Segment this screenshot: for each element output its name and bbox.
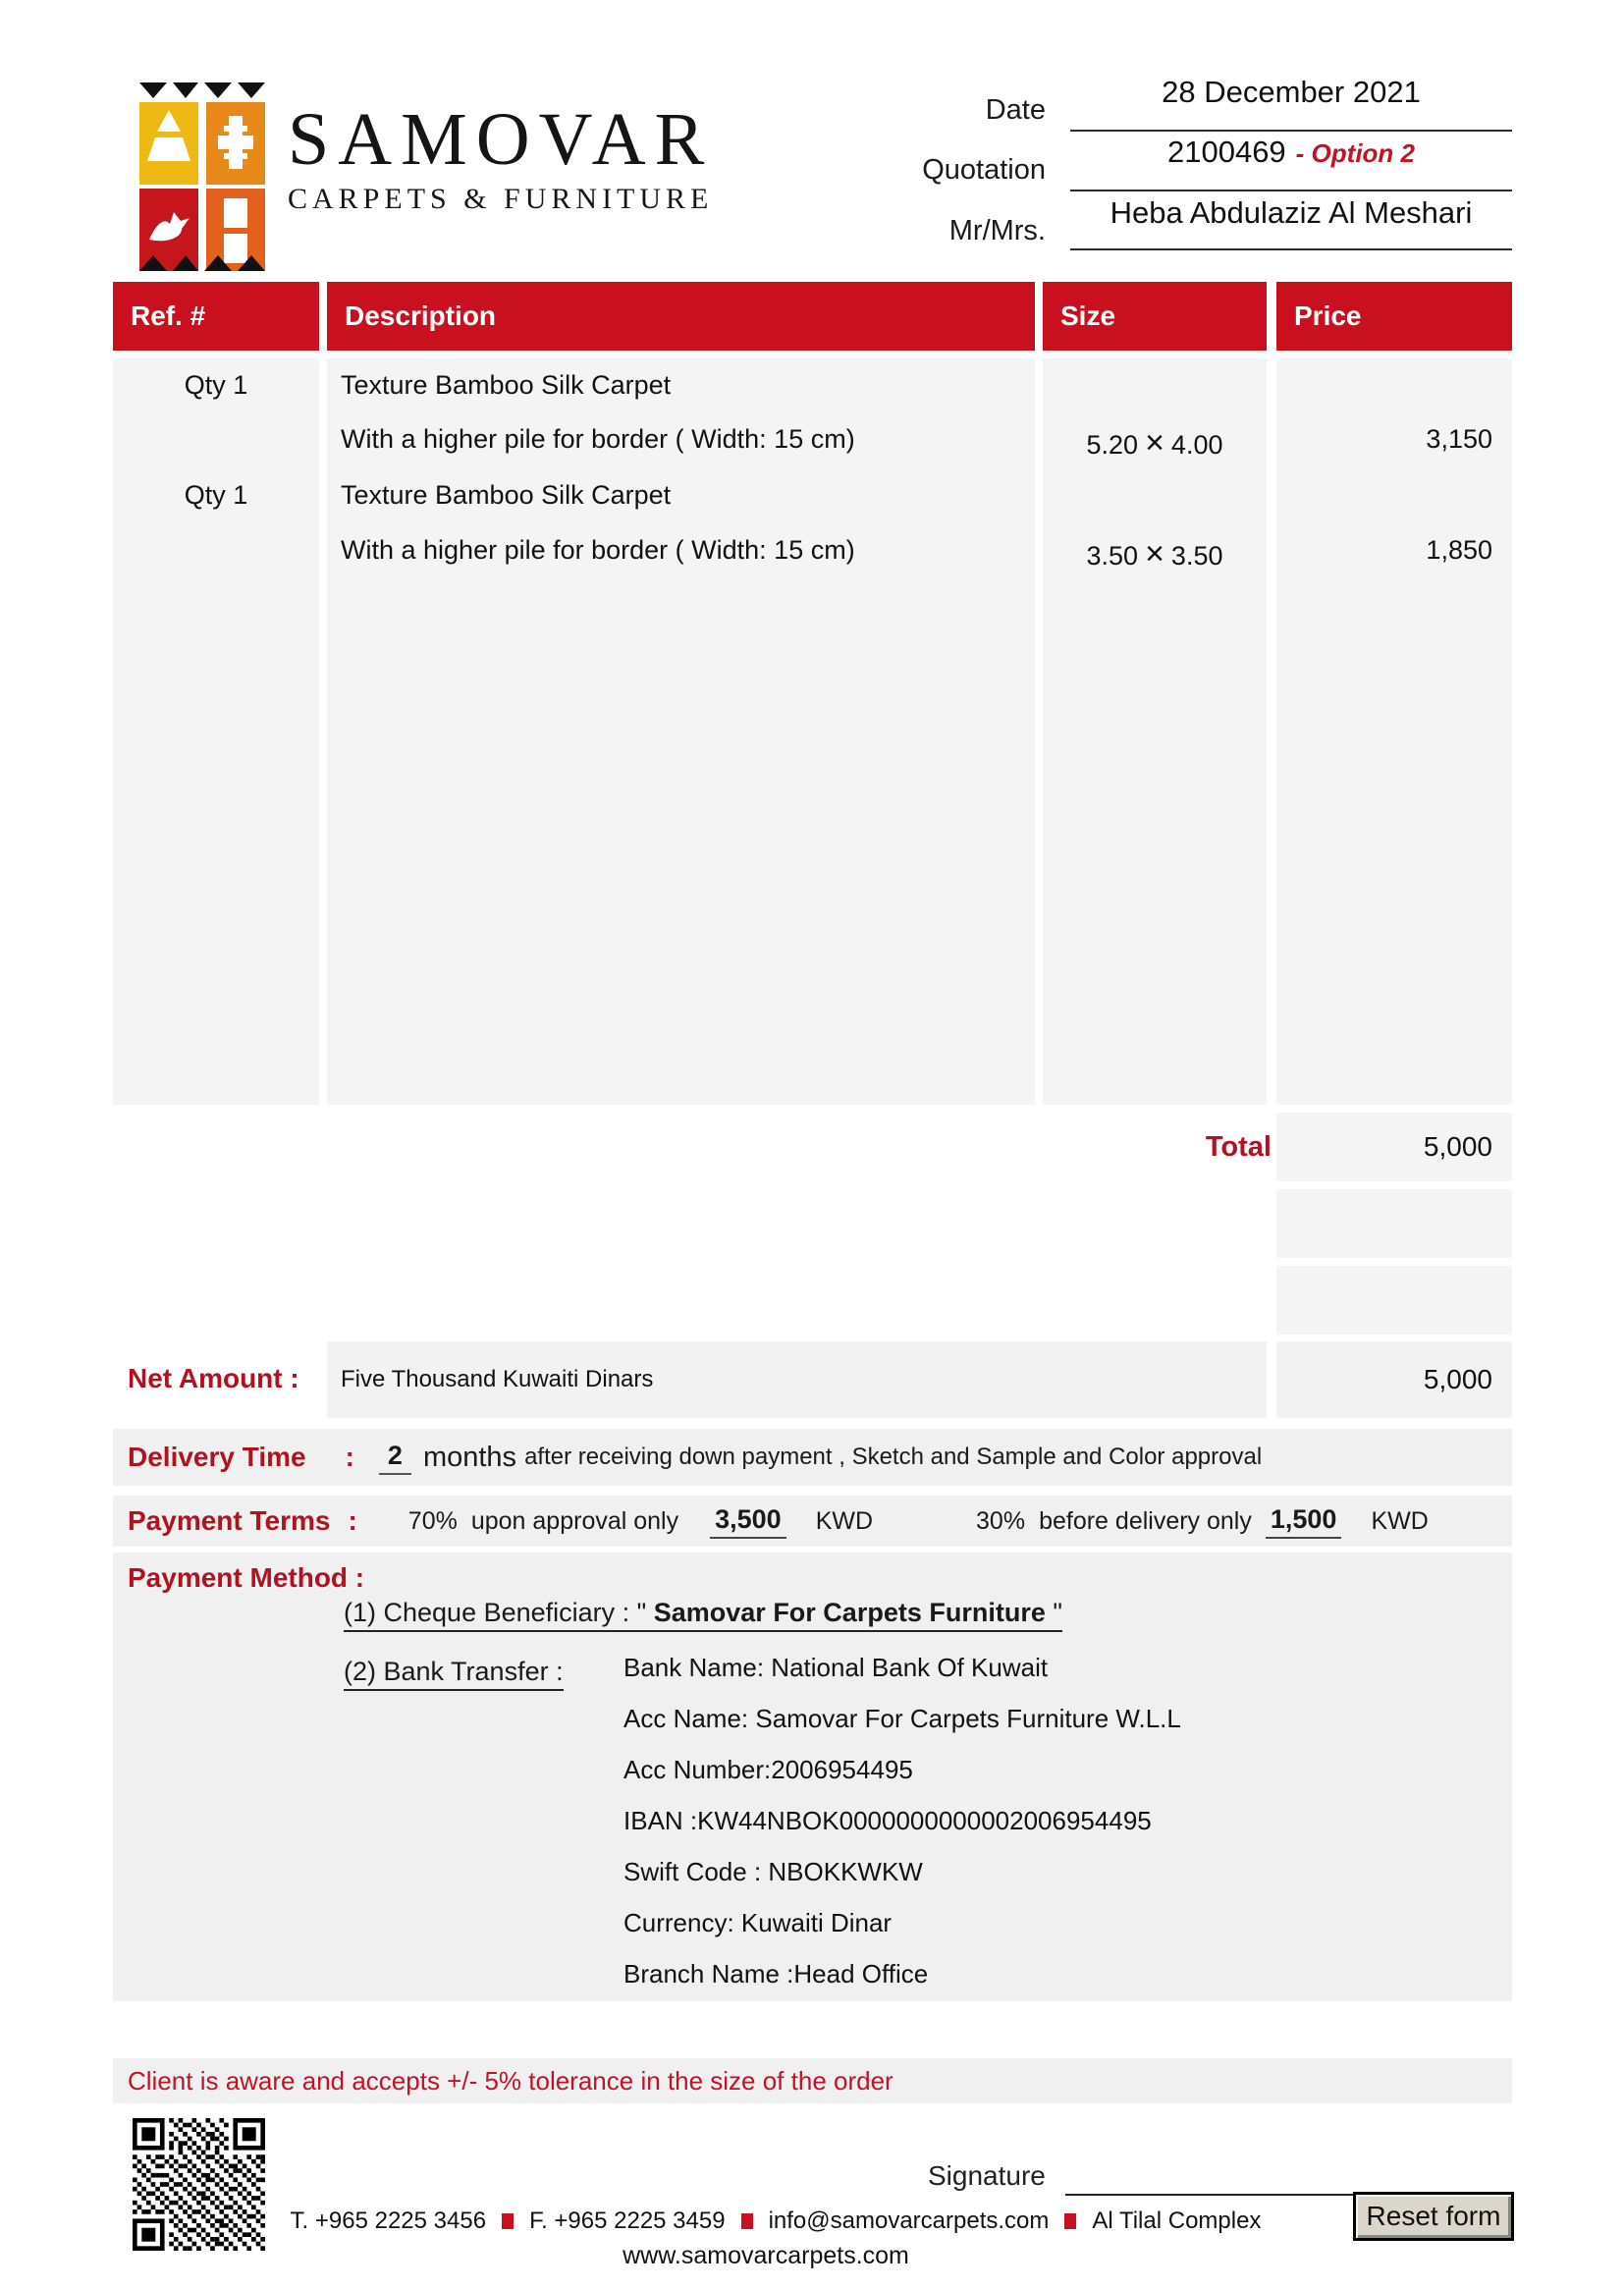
total-label: Total: [1205, 1131, 1272, 1163]
samovar-logo-icon: [137, 82, 267, 271]
footer-phone: T. +965 2225 3456: [290, 2207, 487, 2234]
first-currency: KWD: [815, 1506, 874, 1535]
row-ref: Qty 1: [184, 370, 248, 400]
red-square-bullet: [1064, 2213, 1076, 2229]
size-width: 5.20: [1086, 430, 1139, 460]
cheque-beneficiary-value: Samovar For Carpets Furniture: [653, 1598, 1046, 1627]
bank-detail-line: IBAN :KW44NBOK0000000000002006954495: [623, 1806, 1152, 1835]
bank-detail-line: Acc Number:2006954495: [623, 1755, 913, 1784]
price-column-background: [1276, 358, 1512, 1105]
total-value-cell: [1276, 1113, 1512, 1181]
table-header-description: Description: [327, 282, 1035, 351]
tolerance-bar: [113, 2058, 1512, 2103]
multiply-icon: ×: [1145, 424, 1164, 462]
row-size: [1043, 535, 1267, 573]
payment-terms-label: Payment Terms: [128, 1505, 331, 1536]
row-price: 3,150: [1426, 424, 1492, 454]
quote-close: ": [1045, 1598, 1062, 1627]
first-percent: 70%: [407, 1506, 458, 1535]
footer-fax: F. +965 2225 3459: [529, 2207, 726, 2234]
tolerance-note: Client is aware and accepts +/- 5% tolerance in the size of the order: [128, 2065, 893, 2096]
quotation-option: - Option 2: [1295, 138, 1415, 168]
multiply-icon: ×: [1145, 535, 1164, 572]
empty-price-cell: [1276, 1266, 1512, 1335]
second-terms-text: before delivery only: [1039, 1506, 1252, 1535]
quotation-field[interactable]: [1070, 135, 1512, 191]
client-label: Mr/Mrs.: [948, 215, 1046, 246]
second-percent: 30%: [976, 1506, 1026, 1535]
red-square-bullet: [741, 2213, 753, 2229]
quotation-number[interactable]: 2100469: [1166, 135, 1286, 169]
ref-column-background: [113, 358, 319, 1105]
bank-detail-line: Bank Name: National Bank Of Kuwait: [623, 1653, 1049, 1682]
size-height: 4.00: [1170, 430, 1223, 460]
row-price: 1,850: [1426, 535, 1492, 565]
bank-detail-line: Acc Name: Samovar For Carpets Furniture W.L.L: [623, 1704, 1181, 1733]
footer-contacts: [236, 2207, 1316, 2235]
date-value[interactable]: 28 December 2021: [1162, 75, 1421, 109]
bank-details-list: [623, 1653, 1181, 2010]
quotation-label: Quotation: [922, 154, 1046, 186]
first-terms-text: upon approval only: [470, 1506, 679, 1535]
delivery-unit: months: [422, 1441, 517, 1473]
quote-open: ": [636, 1598, 654, 1627]
delivery-colon: :: [345, 1442, 354, 1472]
row-description-line1: Texture Bamboo Silk Carpet: [341, 480, 672, 510]
row-description-line2: With a higher pile for border ( Width: 15 cm): [341, 424, 855, 454]
client-value[interactable]: Heba Abdulaziz Al Meshari: [1110, 195, 1473, 230]
delivery-time-label: Delivery Time: [128, 1442, 306, 1472]
cheque-beneficiary-line: [344, 1598, 1062, 1628]
reset-form-button[interactable]: Reset form: [1353, 2192, 1514, 2241]
row-size: [1043, 424, 1267, 463]
net-amount-words: Five Thousand Kuwaiti Dinars: [327, 1341, 1267, 1418]
signature-label: Signature: [928, 2160, 1046, 2191]
red-square-bullet: [502, 2213, 514, 2229]
brand-name: SAMOVAR: [288, 98, 714, 181]
bank-transfer-label: (2) Bank Transfer :: [344, 1657, 564, 1691]
delivery-time-row: [113, 1429, 1512, 1486]
brand-tagline: CARPETS & FURNITURE: [288, 183, 714, 215]
row-ref: Qty 1: [184, 480, 248, 510]
table-header-ref: Ref. #: [113, 282, 319, 351]
delivery-months-field[interactable]: 2: [379, 1441, 411, 1475]
footer-website: www.samovarcarpets.com: [623, 2242, 909, 2269]
table-header-price: Price: [1276, 282, 1512, 351]
delivery-condition: after receiving down payment , Sketch and Sample and Color approval: [524, 1444, 1263, 1470]
cheque-beneficiary-label: (1) Cheque Beneficiary :: [344, 1598, 637, 1632]
size-width: 3.50: [1086, 541, 1139, 571]
first-amount-field[interactable]: 3,500: [710, 1504, 786, 1539]
net-amount-value: 5,000: [1276, 1341, 1512, 1418]
date-label: Date: [985, 94, 1046, 126]
bank-transfer-line: [344, 1657, 564, 1687]
empty-price-cell: [1276, 1189, 1512, 1258]
footer-email: info@samovarcarpets.com: [768, 2207, 1050, 2234]
net-amount-label: Net Amount :: [128, 1363, 299, 1393]
second-amount-field[interactable]: 1,500: [1266, 1504, 1342, 1539]
cheque-beneficiary-value-group: [637, 1598, 1062, 1632]
payment-terms-row: [113, 1496, 1512, 1547]
bank-detail-line: Currency: Kuwaiti Dinar: [623, 1908, 893, 1937]
payment-method-section: [113, 1553, 1512, 2001]
payment-method-label: Payment Method :: [128, 1562, 365, 1593]
row-description-line1: Texture Bamboo Silk Carpet: [341, 370, 672, 400]
date-field[interactable]: [1070, 75, 1512, 132]
payment-terms-colon: :: [348, 1505, 357, 1536]
table-header-size: Size: [1043, 282, 1267, 351]
client-field[interactable]: [1070, 195, 1512, 250]
total-value: 5,000: [1423, 1131, 1492, 1162]
row-description-line2: With a higher pile for border ( Width: 15 cm): [341, 535, 855, 565]
description-column-background: [327, 358, 1035, 1105]
bank-detail-line: Swift Code : NBOKKWKW: [623, 1857, 923, 1886]
size-height: 3.50: [1170, 541, 1223, 571]
footer-address: Al Tilal Complex: [1092, 2207, 1262, 2234]
size-column-background: [1043, 358, 1267, 1105]
brand-block: [288, 98, 749, 216]
bank-detail-line: Branch Name :Head Office: [623, 1959, 929, 1989]
second-currency: KWD: [1371, 1506, 1429, 1535]
